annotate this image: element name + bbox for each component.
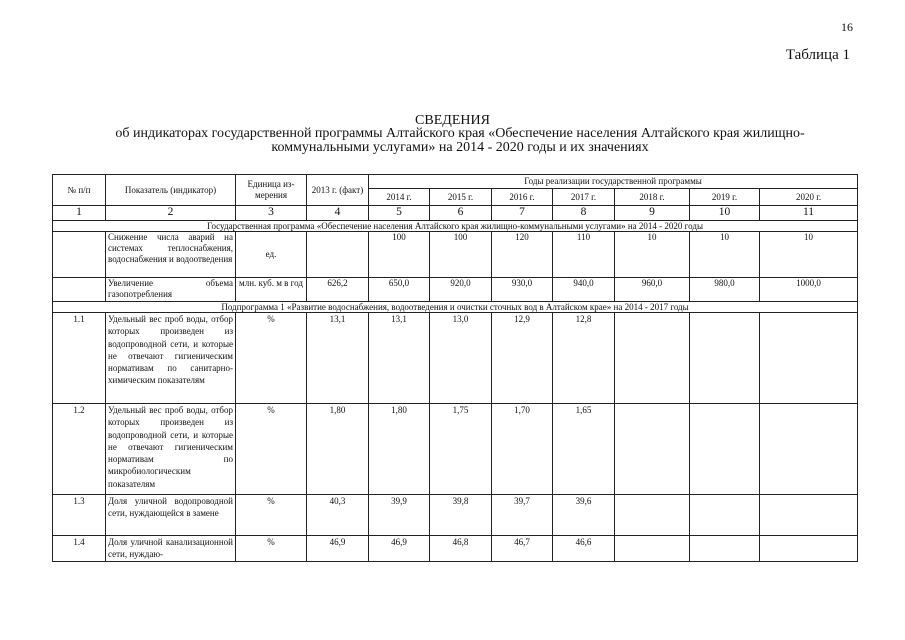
table-row: [53, 495, 858, 536]
header-indicator: Показатель (индикатор): [106, 175, 236, 206]
row-value: 46,7: [492, 536, 553, 562]
row-value: 650,0: [369, 278, 430, 302]
row-indicator: Удельный вес проб воды, отбор которых произведен из водопроводной сети, и которые не отвечают гигиеническим нормативам по санитарно-химическим показателям: [106, 313, 236, 404]
row-value: 120: [492, 232, 553, 278]
row-num: 1.2: [53, 404, 106, 495]
header-base-year: 2013 г. (факт): [307, 175, 369, 206]
table-row: [53, 404, 858, 495]
column-number: 8: [553, 206, 615, 221]
row-value: 940,0: [553, 278, 615, 302]
table-label: Таблица 1: [785, 47, 850, 63]
row-num: [53, 278, 106, 302]
row-num: [53, 232, 106, 278]
header-years-group: Годы реализации государственной программы: [369, 175, 858, 189]
row-value: 1000,0: [760, 278, 858, 302]
table-row: [53, 232, 858, 278]
row-value: 39,9: [369, 495, 430, 536]
row-value: 39,6: [553, 495, 615, 536]
row-value: 10: [615, 232, 690, 278]
header-num: № п/п: [53, 175, 106, 206]
column-number: 6: [430, 206, 492, 221]
row-indicator: Снижение числа аварий на системах теплоснабжения, водоснабжения и водоотведения: [106, 232, 236, 278]
column-number: 1: [53, 206, 106, 221]
header-year: 2017 г.: [553, 189, 615, 206]
page-number: 16: [841, 20, 853, 34]
header-year: 2014 г.: [369, 189, 430, 206]
row-base: 626,2: [307, 278, 369, 302]
row-indicator: Увеличение объема газопотребления: [106, 278, 236, 302]
row-value: [760, 313, 858, 404]
row-value: 1,75: [430, 404, 492, 495]
indicators-table: [52, 174, 858, 562]
row-base: 13,1: [307, 313, 369, 404]
row-value: 46,8: [430, 536, 492, 562]
document-subtitle: об индикаторах государственной программы Алтайского края «Обеспечение населения Алтайского края жилищно-коммунальными услугами» на 2014 - 2020 годы и их значениях: [115, 126, 805, 155]
row-base: [307, 232, 369, 278]
column-number: 2: [106, 206, 236, 221]
row-value: [615, 404, 690, 495]
row-value: 930,0: [492, 278, 553, 302]
row-indicator: Доля уличной водопроводной сети, нуждающейся в замене: [106, 495, 236, 536]
header-year: 2015 г.: [430, 189, 492, 206]
row-value: 12,9: [492, 313, 553, 404]
section-subprogram: Подпрограмма 1 «Развитие водоснабжения, водоотведения и очистки сточных вод в Алтайском крае» на 2014 - 2017 годы: [53, 302, 858, 313]
row-value: 100: [430, 232, 492, 278]
column-number: 7: [492, 206, 553, 221]
header-year: 2018 г.: [615, 189, 690, 206]
row-value: 10: [690, 232, 760, 278]
row-value: [760, 495, 858, 536]
row-value: 13,1: [369, 313, 430, 404]
column-number: 9: [615, 206, 690, 221]
row-num: 1.1: [53, 313, 106, 404]
header-unit: Единица из-мерения: [236, 175, 307, 206]
row-base: 40,3: [307, 495, 369, 536]
row-value: [690, 495, 760, 536]
row-indicator: Удельный вес проб воды, отбор которых произведен из водопроводной сети, и которые не отвечают гигиеническим нормативам по микробиологическим показателям: [106, 404, 236, 495]
row-value: [760, 404, 858, 495]
table-row: [53, 536, 858, 562]
row-value: [690, 536, 760, 562]
column-number: 4: [307, 206, 369, 221]
column-number: 5: [369, 206, 430, 221]
row-value: 110: [553, 232, 615, 278]
row-value: 12,8: [553, 313, 615, 404]
row-value: 980,0: [690, 278, 760, 302]
row-value: [690, 313, 760, 404]
row-base: 1,80: [307, 404, 369, 495]
row-num: 1.3: [53, 495, 106, 536]
row-base: 46,9: [307, 536, 369, 562]
row-unit: %: [236, 495, 307, 536]
row-indicator: Доля уличной канализационной сети, нуждаю-: [106, 536, 236, 562]
column-number: 3: [236, 206, 307, 221]
row-value: 100: [369, 232, 430, 278]
column-number: 11: [760, 206, 858, 221]
header-year: 2019 г.: [690, 189, 760, 206]
row-value: [615, 536, 690, 562]
header-year: 2020 г.: [760, 189, 858, 206]
row-value: 10: [760, 232, 858, 278]
row-value: 1,80: [369, 404, 430, 495]
row-value: 960,0: [615, 278, 690, 302]
column-number: 10: [690, 206, 760, 221]
row-unit: %: [236, 536, 307, 562]
row-value: 46,9: [369, 536, 430, 562]
section-program: Государственная программа «Обеспечение населения Алтайского края жилищно-коммунальными услугами» на 2014 - 2020 годы: [53, 221, 858, 232]
table-row: [53, 313, 858, 404]
row-value: 13,0: [430, 313, 492, 404]
row-unit: ед.: [236, 232, 307, 278]
row-value: 920,0: [430, 278, 492, 302]
row-value: 46,6: [553, 536, 615, 562]
row-value: 39,8: [430, 495, 492, 536]
header-year: 2016 г.: [492, 189, 553, 206]
row-unit: %: [236, 313, 307, 404]
row-value: [690, 404, 760, 495]
row-value: [760, 536, 858, 562]
row-unit: млн. куб. м в год: [236, 278, 307, 302]
row-value: [615, 313, 690, 404]
row-value: 1,70: [492, 404, 553, 495]
row-unit: %: [236, 404, 307, 495]
row-value: [615, 495, 690, 536]
row-value: 39,7: [492, 495, 553, 536]
table-row: [53, 278, 858, 302]
row-num: 1.4: [53, 536, 106, 562]
document-title: СВЕДЕНИЯ: [415, 113, 490, 128]
row-value: 1,65: [553, 404, 615, 495]
